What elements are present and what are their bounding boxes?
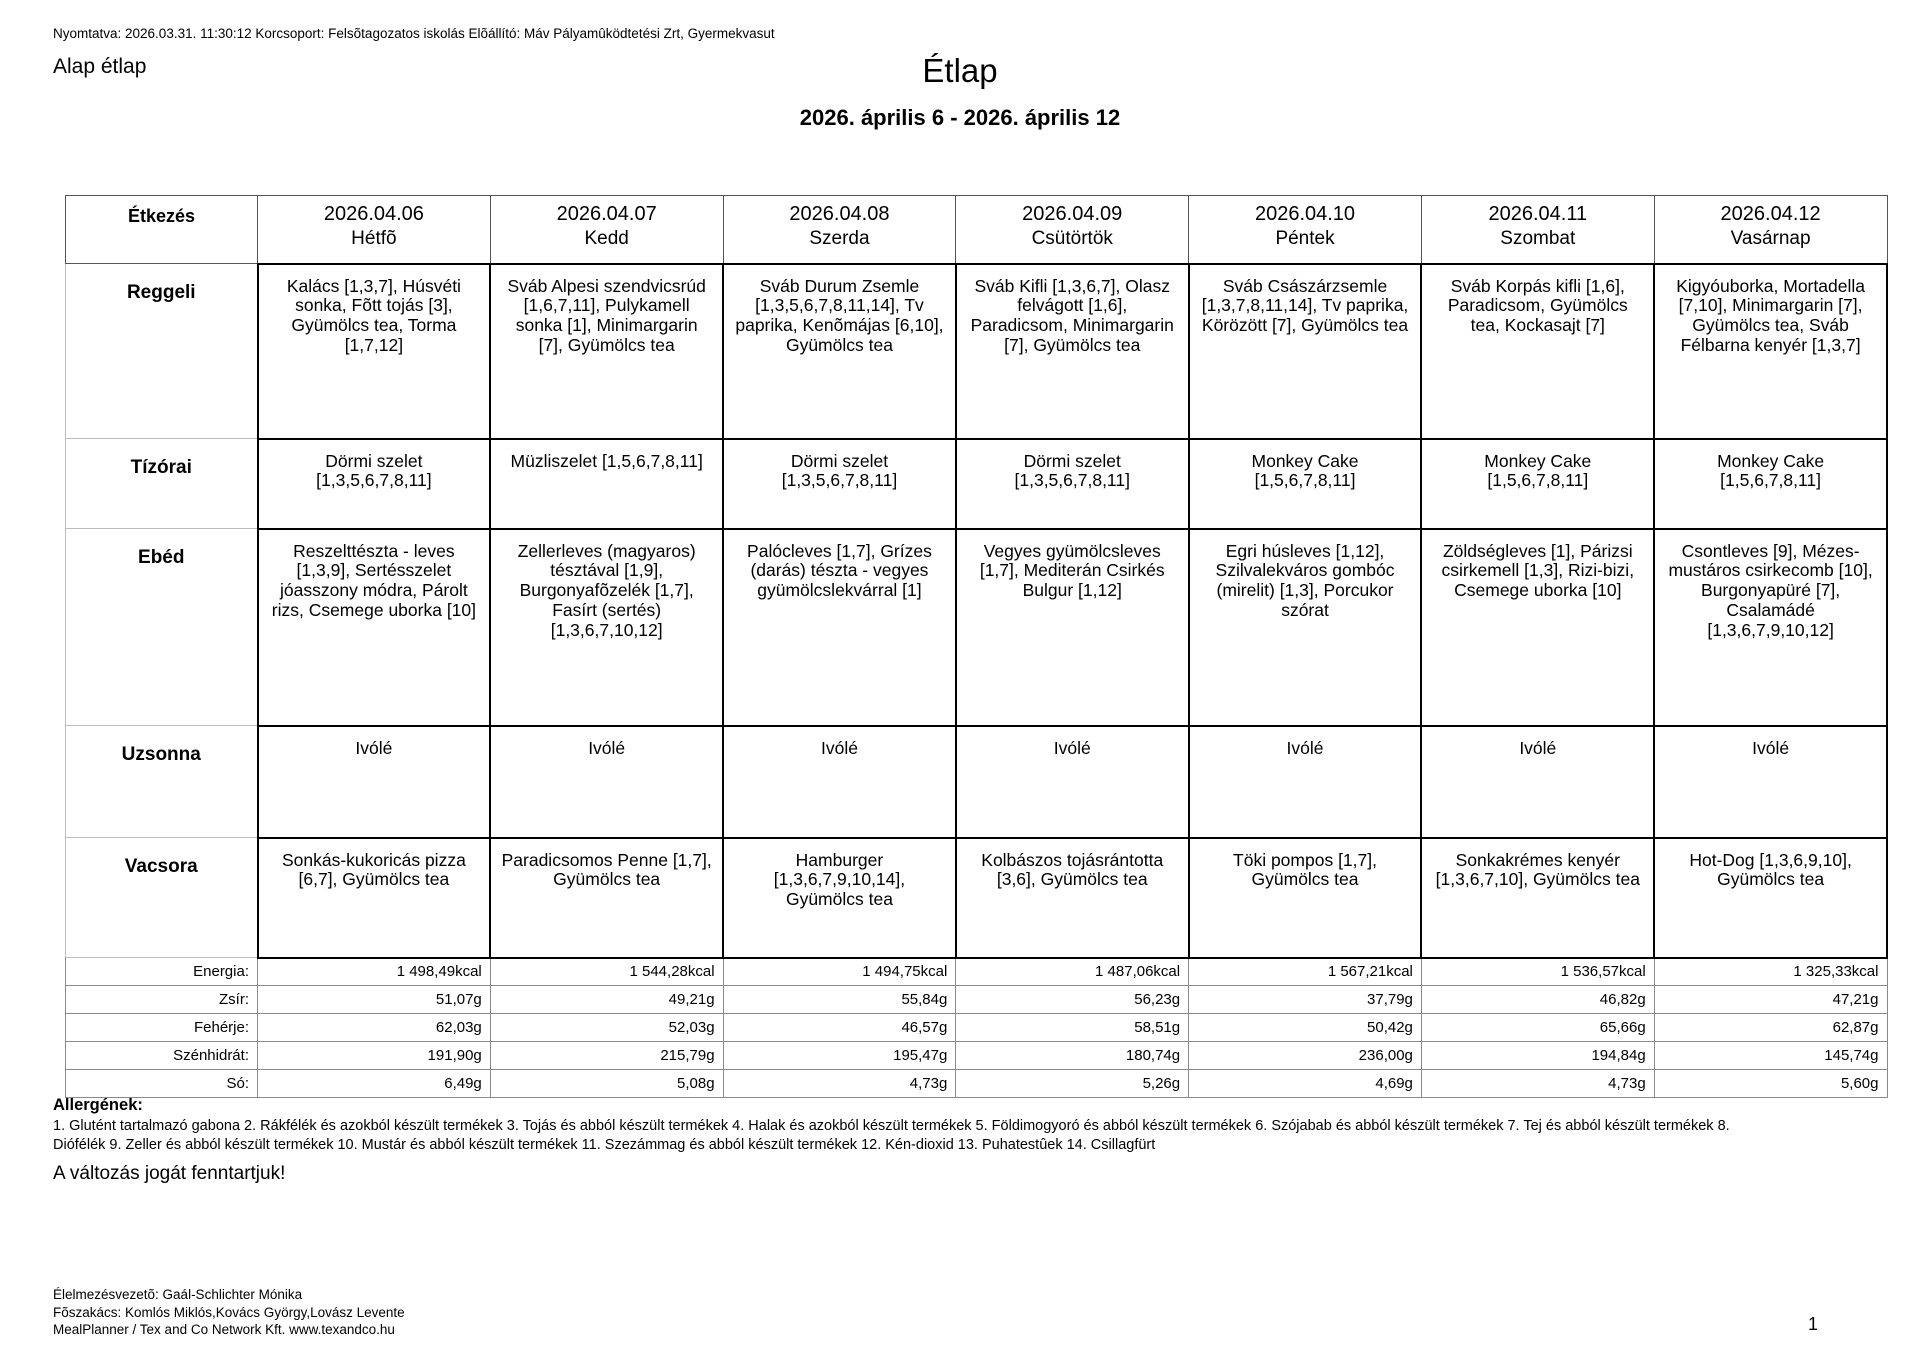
footer-food-manager: Élelmezésvezetõ: Gaál-Schlichter Mónika — [53, 1287, 303, 1302]
nutrition-value: 191,90g — [258, 1042, 491, 1070]
meal-cell: Töki pompos [1,7], Gyümölcs tea — [1189, 838, 1422, 958]
nutrition-value: 180,74g — [956, 1042, 1189, 1070]
nutrition-value: 6,49g — [258, 1070, 491, 1098]
nutrition-value: 1 325,33kcal — [1654, 958, 1887, 986]
meal-cell: Zöldségleves [1], Párizsi csirkemell [1,3], Rizi-bizi, Csemege uborka [10] — [1421, 529, 1654, 726]
nutrition-value: 194,84g — [1421, 1042, 1654, 1070]
meal-row — [66, 264, 1888, 439]
nutrition-value: 5,26g — [956, 1070, 1189, 1098]
meal-label: Uzsonna — [66, 726, 258, 838]
allergens-heading: Allergének: — [53, 1096, 143, 1114]
footer — [53, 1286, 405, 1339]
nutrition-value: 58,51g — [956, 1014, 1189, 1042]
day-date: 2026.04.11 — [1488, 203, 1588, 225]
meal-row — [66, 838, 1888, 958]
meal-label: Vacsora — [66, 838, 258, 958]
meal-cell: Müzliszelet [1,5,6,7,8,11] — [490, 439, 723, 529]
meal-label: Ebéd — [66, 529, 258, 726]
day-name: Kedd — [584, 228, 629, 249]
meal-cell: Hot-Dog [1,3,6,9,10], Gyümölcs tea — [1654, 838, 1887, 958]
corner-label: Étkezés — [66, 196, 258, 264]
nutrition-row — [66, 1042, 1888, 1070]
day-name: Csütörtök — [1031, 228, 1113, 249]
meal-cell: Dörmi szelet [1,3,5,6,7,8,11] — [258, 439, 491, 529]
day-date: 2026.04.06 — [323, 203, 424, 225]
allergens-text: 1. Glutént tartalmazó gabona 2. Rákfélék és azokból készült termékek 3. Tojás és abból készült termékek 4. Halak és azokból készült termékek 5. Földimogyoró és abból készült termékek 6. Szójabab és abból készült termékek 7. Tej és abból készült termékek 8. Diófélék 9. Zeller és abból készült termékek 10. Mustár és abból készült termékek 11. Szezámmag és abból készült termékek 12. Kén-dioxid 13. Puhatestûek 14. Csillagfürt — [53, 1118, 1730, 1154]
menu-table — [65, 195, 1888, 1098]
nutrition-value: 1 567,21kcal — [1189, 958, 1422, 986]
meal-cell: Sonkakrémes kenyér [1,3,6,7,10], Gyümölcs tea — [1421, 838, 1654, 958]
meal-cell: Ivólé — [258, 726, 491, 838]
nutrition-value: 51,07g — [258, 986, 491, 1014]
meal-cell: Sváb Császárzsemle [1,3,7,8,11,14], Tv paprika, Körözött [7], Gyümölcs tea — [1189, 264, 1422, 439]
nutrition-value: 1 544,28kcal — [490, 958, 723, 986]
day-name: Szerda — [809, 228, 870, 249]
meal-label: Reggeli — [66, 264, 258, 439]
nutrition-value: 56,23g — [956, 986, 1189, 1014]
meal-cell: Sváb Durum Zsemle [1,3,5,6,7,8,11,14], Tv paprika, Kenõmájas [6,10], Gyümölcs tea — [723, 264, 956, 439]
nutrition-value: 62,03g — [258, 1014, 491, 1042]
date-range: 2026. április 6 - 2026. április 12 — [799, 105, 1121, 130]
nutrition-value: 195,47g — [723, 1042, 956, 1070]
footer-head-chef: Fõszakács: Komlós Miklós,Kovács György,Lovász Levente — [53, 1304, 405, 1320]
day-header-7 — [1654, 196, 1887, 264]
meal-cell: Sváb Alpesi szendvicsrúd [1,6,7,11], Pulykamell sonka [1], Minimargarin [7], Gyümölcs tea — [490, 264, 723, 439]
nutrition-value: 49,21g — [490, 986, 723, 1014]
nutrition-row — [66, 1070, 1888, 1098]
printed-info-line: Nyomtatva: 2026.03.31. 11:30:12 Korcsoport: Felsõtagozatos iskolás Elõállító: Máv Pályamûködtetési Zrt, Gyermekvasut — [53, 26, 775, 41]
menu-table-body — [66, 196, 1888, 1098]
header-row — [66, 196, 1888, 264]
nutrition-value: 236,00g — [1189, 1042, 1422, 1070]
day-name: Péntek — [1275, 228, 1335, 249]
nutrition-value: 1 536,57kcal — [1421, 958, 1654, 986]
change-disclaimer: A változás jogát fenntartjuk! — [53, 1163, 286, 1185]
nutrition-value: 4,69g — [1189, 1070, 1422, 1098]
allergens-section — [53, 1096, 1765, 1185]
page-title: Étlap — [922, 52, 998, 89]
nutrition-value: 65,66g — [1421, 1014, 1654, 1042]
meal-cell: Dörmi szelet [1,3,5,6,7,8,11] — [956, 439, 1189, 529]
nutrition-value: 145,74g — [1654, 1042, 1887, 1070]
day-header-1 — [258, 196, 491, 264]
day-header-4 — [956, 196, 1189, 264]
meal-cell: Sonkás-kukoricás pizza [6,7], Gyümölcs tea — [258, 838, 491, 958]
nutrition-label: Fehérje: — [66, 1014, 258, 1042]
nutrition-value: 5,08g — [490, 1070, 723, 1098]
nutrition-value: 215,79g — [490, 1042, 723, 1070]
meal-cell: Kolbászos tojásrántotta [3,6], Gyümölcs tea — [956, 838, 1189, 958]
meal-cell: Palócleves [1,7], Grízes (darás) tészta - vegyes gyümölcslekvárral [1] — [723, 529, 956, 726]
nutrition-row — [66, 1014, 1888, 1042]
day-header-6 — [1421, 196, 1654, 264]
meal-row — [66, 439, 1888, 529]
day-date: 2026.04.10 — [1254, 203, 1356, 225]
nutrition-label: Só: — [66, 1070, 258, 1098]
nutrition-value: 50,42g — [1189, 1014, 1422, 1042]
nutrition-row — [66, 986, 1888, 1014]
nutrition-value: 1 494,75kcal — [723, 958, 956, 986]
day-date: 2026.04.08 — [789, 203, 890, 225]
nutrition-value: 46,82g — [1421, 986, 1654, 1014]
footer-software-credit: MealPlanner / Tex and Co Network Kft. www.texandco.hu — [53, 1322, 395, 1338]
nutrition-value: 37,79g — [1189, 986, 1422, 1014]
meal-cell: Sváb Korpás kifli [1,6], Paradicsom, Gyümölcs tea, Kockasajt [7] — [1421, 264, 1654, 439]
nutrition-value: 4,73g — [723, 1070, 956, 1098]
meal-row — [66, 529, 1888, 726]
meal-cell: Ivólé — [490, 726, 723, 838]
meal-cell: Ivólé — [956, 726, 1189, 838]
meal-cell: Hamburger [1,3,6,7,9,10,14], Gyümölcs tea — [723, 838, 956, 958]
page-number: 1 — [1808, 1314, 1819, 1334]
meal-cell: Paradicsomos Penne [1,7], Gyümölcs tea — [490, 838, 723, 958]
meal-cell: Egri húsleves [1,12], Szilvalekváros gombóc (mirelit) [1,3], Porcukor szórat — [1189, 529, 1422, 726]
meal-cell: Vegyes gyümölcsleves [1,7], Mediterán Csirkés Bulgur [1,12] — [956, 529, 1189, 726]
nutrition-value: 55,84g — [723, 986, 956, 1014]
meal-cell: Ivólé — [1421, 726, 1654, 838]
nutrition-value: 47,21g — [1654, 986, 1887, 1014]
nutrition-value: 5,60g — [1654, 1070, 1887, 1098]
meal-cell: Sváb Kifli [1,3,6,7], Olasz felvágott [1,6], Paradicsom, Minimargarin [7], Gyümölcs tea — [956, 264, 1189, 439]
meal-cell: Ivólé — [1654, 726, 1887, 838]
nutrition-label: Szénhidrát: — [66, 1042, 258, 1070]
day-header-5 — [1189, 196, 1422, 264]
meal-cell: Monkey Cake [1,5,6,7,8,11] — [1421, 439, 1654, 529]
nutrition-row — [66, 958, 1888, 986]
nutrition-value: 1 487,06kcal — [956, 958, 1189, 986]
menu-type-label: Alap étlap — [53, 55, 147, 78]
meal-cell: Kalács [1,3,7], Húsvéti sonka, Fõtt tojás [3], Gyümölcs tea, Torma [1,7,12] — [258, 264, 491, 439]
meal-cell: Ivólé — [723, 726, 956, 838]
nutrition-value: 46,57g — [723, 1014, 956, 1042]
nutrition-value: 4,73g — [1421, 1070, 1654, 1098]
meal-cell: Monkey Cake [1,5,6,7,8,11] — [1189, 439, 1422, 529]
nutrition-label: Zsír: — [66, 986, 258, 1014]
nutrition-label: Energia: — [66, 958, 258, 986]
day-date: 2026.04.09 — [1022, 203, 1123, 225]
meal-row — [66, 726, 1888, 838]
day-header-2 — [490, 196, 723, 264]
day-name: Szombat — [1500, 228, 1576, 249]
nutrition-value: 62,87g — [1654, 1014, 1887, 1042]
meal-label: Tízórai — [66, 439, 258, 529]
meal-cell: Ivólé — [1189, 726, 1422, 838]
day-header-3 — [723, 196, 956, 264]
day-name: Vasárnap — [1730, 228, 1811, 249]
day-date: 2026.04.12 — [1720, 203, 1821, 225]
meal-cell: Kigyóuborka, Mortadella [7,10], Minimargarin [7], Gyümölcs tea, Sváb Félbarna kenyér [1,3,7] — [1654, 264, 1887, 439]
meal-cell: Csontleves [9], Mézes-mustáros csirkecomb [10], Burgonyapüré [7], Csalamádé [1,3,6,7,9,10,12] — [1654, 529, 1887, 726]
nutrition-value: 52,03g — [490, 1014, 723, 1042]
meal-cell: Monkey Cake [1,5,6,7,8,11] — [1654, 439, 1887, 529]
meal-cell: Reszelttészta - leves [1,3,9], Sertésszelet jóasszony módra, Párolt rizs, Csemege uborka [10] — [258, 529, 491, 726]
day-name: Hétfõ — [351, 228, 397, 249]
meal-cell: Zellerleves (magyaros) tésztával [1,9], Burgonyafõzelék [1,7], Fasírt (sertés) [1,3,6,7,10,12] — [490, 529, 723, 726]
day-date: 2026.04.07 — [556, 203, 657, 225]
meal-cell: Dörmi szelet [1,3,5,6,7,8,11] — [723, 439, 956, 529]
nutrition-value: 1 498,49kcal — [258, 958, 491, 986]
